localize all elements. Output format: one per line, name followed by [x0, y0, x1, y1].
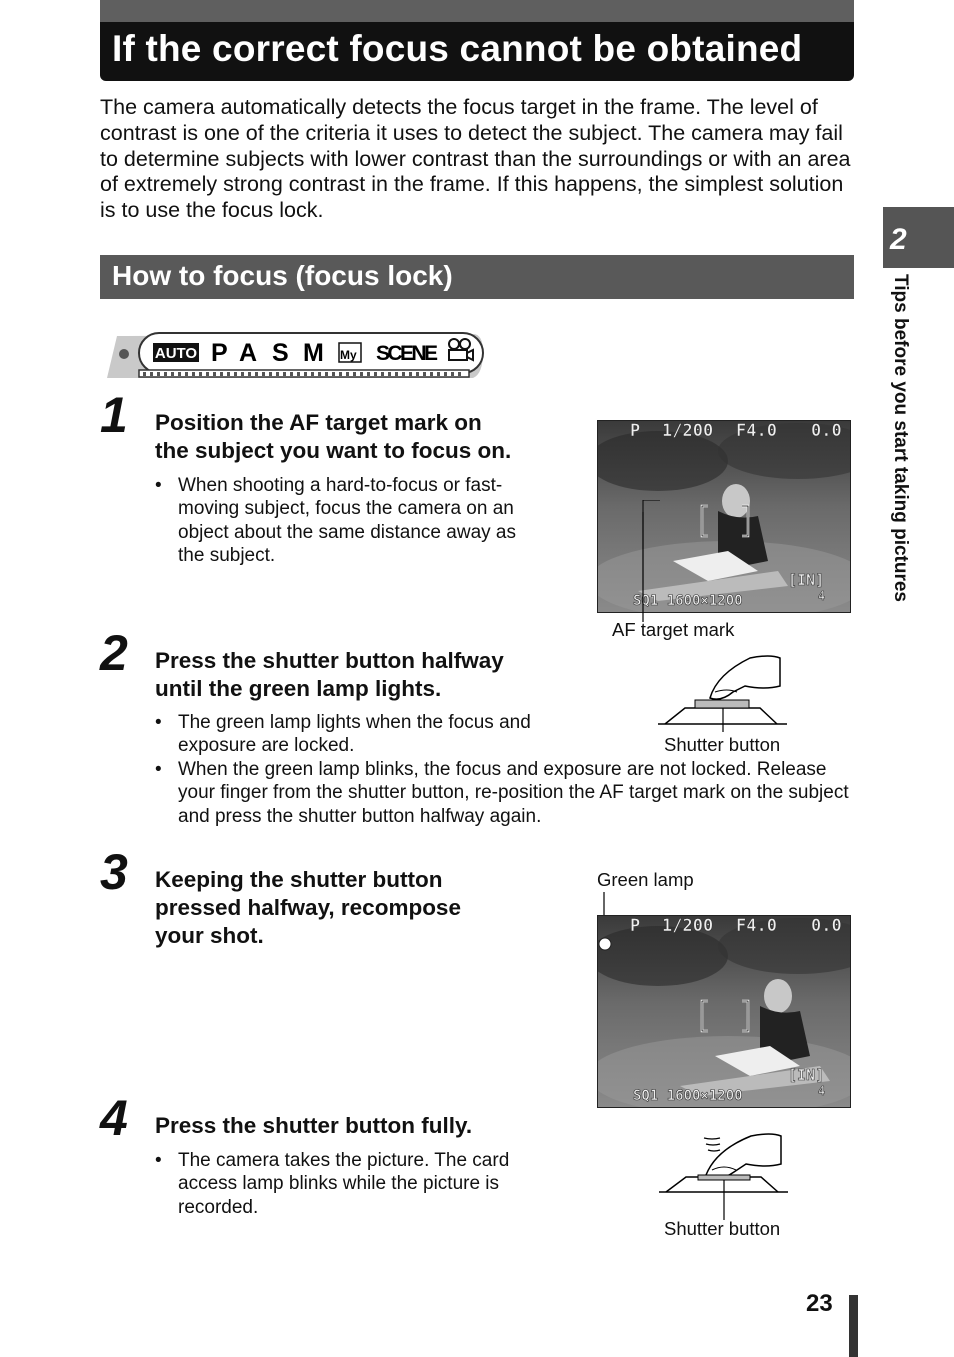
chapter-label: Tips before you start taking pictures [890, 274, 911, 603]
mode-dial-graphic [103, 330, 485, 382]
af-target-leader-line [600, 500, 660, 625]
mode-a: A [239, 339, 258, 367]
intro-paragraph: The camera automatically detects the focus target in the frame. The level of contrast is one of the criteria it uses to detect the subject. The camera may fail to determine subjects with lower contrast than the surroundings or with an area of extremely strong contrast in the frame. If this happens, the simplest solution is to use the focus lock. [100, 95, 851, 223]
lcd-1-exposure: 0.0 [811, 421, 842, 441]
page-number: 23 [806, 1290, 833, 1317]
lcd-1-mode: P [630, 421, 641, 441]
shutter-full-press-illustration [656, 1130, 791, 1220]
lcd-2-shutter: 1/200 [662, 916, 714, 936]
mode-auto: AUTO [154, 345, 198, 362]
step-3-number: 3 [100, 844, 128, 900]
mode-p: P [211, 339, 228, 367]
mode-dial-bar [103, 330, 485, 382]
step-1-number: 1 [100, 387, 128, 443]
lcd-2-mode: P [630, 916, 641, 936]
lcd-2-quality: SQ1 1600×1200 [633, 1088, 743, 1104]
mode-my: My [340, 348, 357, 362]
step-4-bullet-1: • The camera takes the picture. The card access lamp blinks while the picture is recorded. [155, 1150, 510, 1218]
lcd-2-memory: [IN] [788, 1066, 825, 1084]
section-title: How to focus (focus lock) [112, 260, 453, 291]
step-2-bullet-2: • When the green lamp blinks, the focus and exposure are not locked. Release your finger from the shutter button, re-position the AF target mark on the subject and press the shutter button halfway again. [155, 759, 849, 827]
mode-s: S [272, 339, 289, 367]
step-4-number: 4 [100, 1090, 128, 1146]
step-2-heading: Press the shutter button halfway until the green lamp lights. [155, 648, 504, 701]
step-1-heading: Position the AF target mark on the subject you want to focus on. [155, 410, 512, 463]
chapter-number: 2 [890, 223, 907, 256]
caption-af-target: AF target mark [612, 619, 735, 640]
step-2-bullet-1: • The green lamp lights when the focus and exposure are locked. [155, 712, 531, 757]
page-edge-bar [849, 1295, 858, 1357]
step-3-heading: Keeping the shutter button pressed halfway, recompose your shot. [155, 867, 461, 948]
lcd-2-exposure: 0.0 [811, 916, 842, 936]
title-strip [100, 0, 854, 22]
caption-shutter-button-2: Shutter button [664, 1218, 781, 1239]
lcd-1-quality: SQ1 1600×1200 [633, 593, 743, 609]
mode-scene: SCENE [376, 342, 438, 365]
step-2-number: 2 [100, 625, 128, 681]
af-target-brackets-2 [598, 916, 850, 1107]
caption-shutter-button-1: Shutter button [664, 734, 781, 755]
lcd-1-aperture: F4.0 [736, 421, 777, 441]
lcd-1-count: 4 [818, 589, 826, 603]
title-bar [100, 0, 854, 81]
section-bar [100, 255, 854, 299]
caption-green-lamp: Green lamp [597, 869, 694, 890]
lcd-1-memory: [IN] [788, 571, 825, 589]
chapter-tab [883, 207, 954, 268]
step-4-heading: Press the shutter button fully. [155, 1113, 473, 1138]
mode-m: M [303, 339, 324, 367]
page-title: If the correct focus cannot be obtained [112, 28, 803, 69]
lcd-preview-2 [597, 915, 851, 1108]
step-1-bullet-1: • When shooting a hard-to-focus or fast-moving subject, focus the camera on an object about the same distance away as the subject. [155, 475, 516, 566]
lcd-2-count: 4 [818, 1084, 826, 1098]
lcd-1-shutter: 1/200 [662, 421, 714, 441]
shutter-half-press-illustration [655, 652, 790, 732]
green-lamp-indicator [599, 938, 611, 950]
lcd-2-aperture: F4.0 [736, 916, 777, 936]
